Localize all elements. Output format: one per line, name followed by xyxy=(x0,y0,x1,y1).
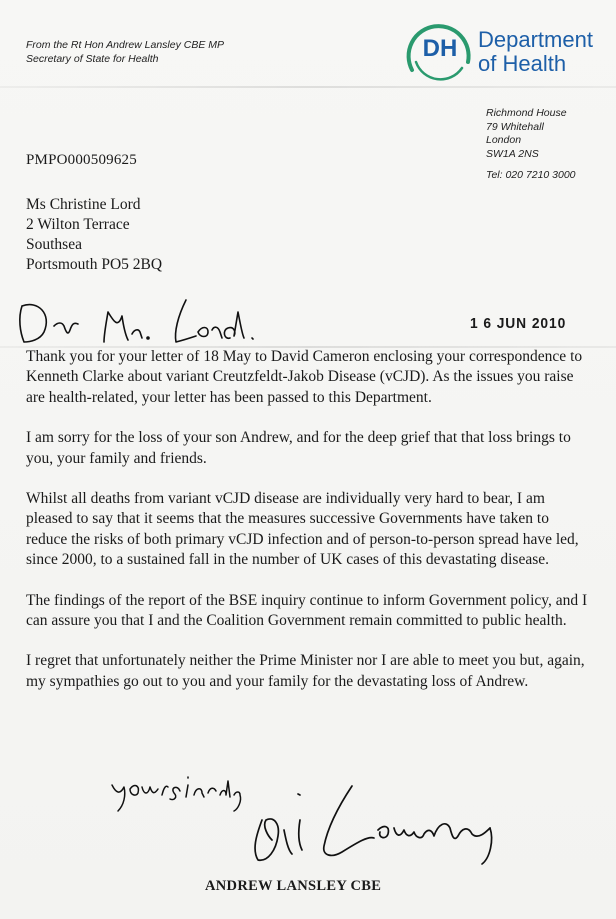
paragraph: The findings of the report of the BSE inquiry continue to inform Government policy, and I can assure you that I and the Coalition Government remain committed to public health. xyxy=(26,591,588,630)
telephone: Tel: 020 7210 3000 xyxy=(486,169,576,181)
dept-address xyxy=(486,107,576,183)
paragraph: Whilst all deaths from variant vCJD disease are individually very hard to bear, I am pleased to say that it seems that the measures successive Governments have taken to reduce the risks of both primary vCJD infection and of person-to-person spread have led, since 2000, to a sustained fall in the number of UK cases of this devastating disease. xyxy=(26,490,579,569)
address-line: Richmond House xyxy=(486,107,567,119)
logo-mark: DH xyxy=(422,35,458,62)
paragraph: Thank you for your letter of 18 May to David Cameron enclosing your correspondence to Kenneth Clarke about variant Creutzfeldt-Jakob Disease (vCJD). As the issues you raise are health-related, your letter has been passed to this Department. xyxy=(26,348,583,406)
recipient-address xyxy=(26,195,162,275)
address-line: SW1A 2NS xyxy=(486,147,539,160)
recipient-line: Portsmouth PO5 2BQ xyxy=(26,256,163,273)
recipient-line: Southsea xyxy=(26,236,82,253)
recipient-line: Ms Christine Lord xyxy=(26,196,141,213)
signoff-text: Yours sincerely xyxy=(108,765,115,766)
logo-line-2: of Health xyxy=(478,51,567,76)
reference-number: PMPO000509625 xyxy=(26,152,137,168)
address-line: London xyxy=(486,134,522,146)
sender-title: Secretary of State for Health xyxy=(26,53,159,65)
paragraph: I regret that unfortunately neither the Prime Minister nor I are able to meet you but, again, my sympathies go out to you and your family for the devastating loss of Andrew. xyxy=(26,652,585,690)
signature-text: Andrew Lansley xyxy=(228,780,235,781)
sender-block xyxy=(26,38,224,66)
handwritten-signature xyxy=(228,780,528,870)
logo-wordmark xyxy=(478,28,593,76)
signatory-name: ANDREW LANSLEY CBE xyxy=(205,878,382,894)
salutation-text: Dear Ms. Lord. xyxy=(8,292,15,293)
handwritten-salutation xyxy=(8,292,278,348)
date-stamp: 1 6 JUN 2010 xyxy=(470,315,567,332)
paper-fold-line xyxy=(0,86,616,88)
paragraph: I am sorry for the loss of your son Andrew, and for the deep grief that that loss brings to you, your family and friends. xyxy=(26,429,571,467)
recipient-line: 2 Wilton Terrace xyxy=(26,216,130,233)
letter-body xyxy=(26,347,592,712)
logo-line-1: Department xyxy=(478,27,593,52)
sender-name: From the Rt Hon Andrew Lansley CBE MP xyxy=(26,39,225,51)
address-line: 79 Whitehall xyxy=(486,120,544,133)
